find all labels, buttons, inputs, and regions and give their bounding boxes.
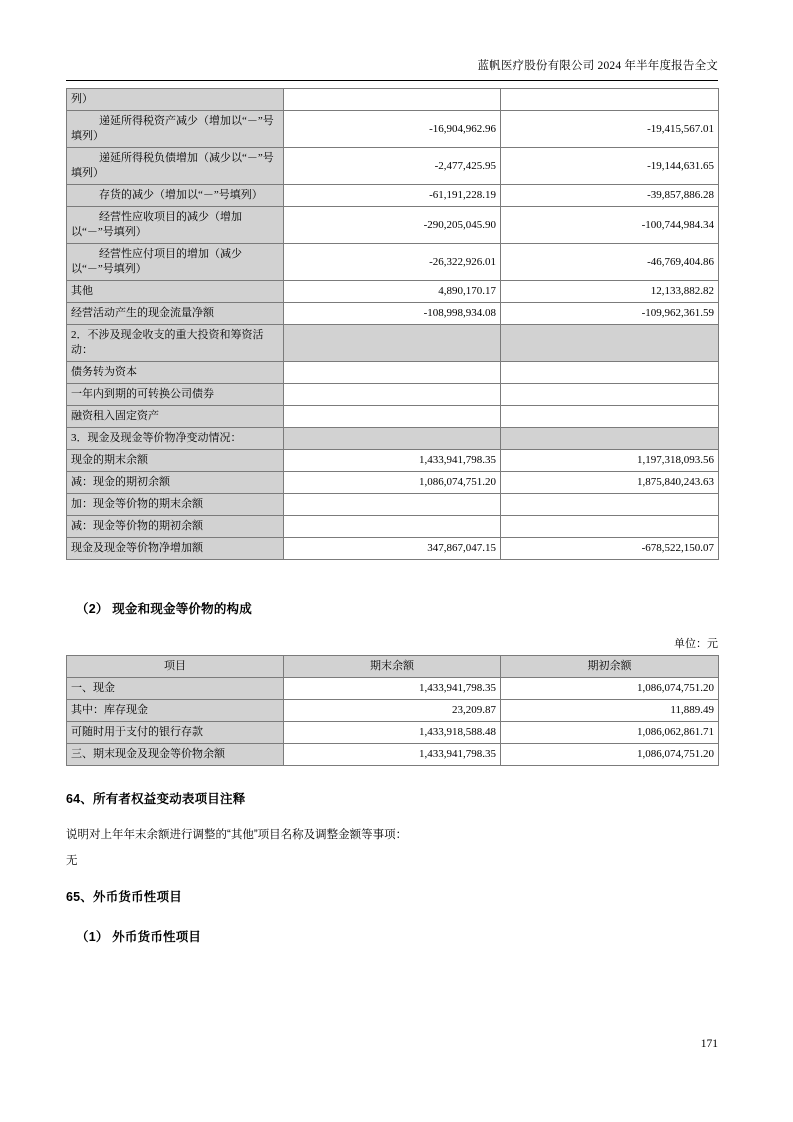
row-label: 经营性应付项目的增加（减少以“－”号填列）	[67, 244, 284, 281]
row-value-2: -109,962,361.59	[501, 303, 719, 325]
table-row	[67, 428, 719, 450]
table-row	[67, 538, 719, 560]
row-value-2	[501, 516, 719, 538]
row-value-1: -61,191,228.19	[284, 185, 501, 207]
section-heading-65: 65、外币货币性项目	[66, 890, 182, 904]
row-label: 三、期末现金及现金等价物余额	[67, 744, 284, 766]
row-value-2	[501, 384, 719, 406]
row-value-2	[501, 362, 719, 384]
table-row	[67, 516, 719, 538]
row-label: 其他	[67, 281, 284, 303]
row-value-2: 1,086,074,751.20	[501, 678, 719, 700]
row-value-1	[284, 516, 501, 538]
row-value-2: 1,875,840,243.63	[501, 472, 719, 494]
section-heading-64: 64、所有者权益变动表项目注释	[66, 792, 246, 806]
cash-composition-head	[67, 656, 719, 678]
row-value-2: -19,415,567.01	[501, 111, 719, 148]
table-row	[67, 494, 719, 516]
row-label: 减：现金等价物的期初余额	[67, 516, 284, 538]
row-value-2: 12,133,882.82	[501, 281, 719, 303]
row-value-2: 1,086,062,861.71	[501, 722, 719, 744]
row-label: 经营活动产生的现金流量净额	[67, 303, 284, 325]
cashflow-supplement-table	[66, 88, 719, 560]
row-label: 2．不涉及现金收支的重大投资和筹资活动：	[67, 325, 284, 362]
row-value-2: -19,144,631.65	[501, 148, 719, 185]
row-value-1: -290,205,045.90	[284, 207, 501, 244]
note-64-description: 说明对上年年末余额进行调整的“其他”项目名称及调整金额等事项：	[66, 829, 408, 841]
table-row	[67, 303, 719, 325]
row-value-1: 347,867,047.15	[284, 538, 501, 560]
row-value-2	[501, 89, 719, 111]
row-value-1: -16,904,962.96	[284, 111, 501, 148]
row-label: 递延所得税资产减少（增加以“－”号填列）	[67, 111, 284, 148]
row-value-1: 1,433,941,798.35	[284, 678, 501, 700]
row-label: 可随时用于支付的银行存款	[67, 722, 284, 744]
column-header-2: 期末余额	[284, 656, 501, 678]
row-value-2: -100,744,984.34	[501, 207, 719, 244]
row-label: 加：现金等价物的期末余额	[67, 494, 284, 516]
row-value-2: 11,889.49	[501, 700, 719, 722]
row-label: 减：现金的期初余额	[67, 472, 284, 494]
row-value-2: 1,197,318,093.56	[501, 450, 719, 472]
table-row	[67, 744, 719, 766]
table-row	[67, 722, 719, 744]
row-value-2: -39,857,886.28	[501, 185, 719, 207]
row-label: 融资租入固定资产	[67, 406, 284, 428]
row-value-2	[501, 428, 719, 450]
row-label: 债务转为资本	[67, 362, 284, 384]
table-header-row	[67, 656, 719, 678]
row-value-1: -108,998,934.08	[284, 303, 501, 325]
row-value-1	[284, 406, 501, 428]
row-value-1: 1,433,918,588.48	[284, 722, 501, 744]
row-label: 现金的期末余额	[67, 450, 284, 472]
row-label: 递延所得税负债增加（减少以“－”号填列）	[67, 148, 284, 185]
row-label: 经营性应收项目的减少（增加以“－”号填列）	[67, 207, 284, 244]
table-row	[67, 207, 719, 244]
column-header-1: 项目	[67, 656, 284, 678]
cash-composition-table	[66, 655, 719, 766]
row-value-1	[284, 362, 501, 384]
row-value-2	[501, 494, 719, 516]
page-number: 171	[700, 1038, 718, 1050]
unit-label: 单位：元	[674, 638, 718, 650]
row-value-2: -46,769,404.86	[501, 244, 719, 281]
row-value-1: -2,477,425.95	[284, 148, 501, 185]
row-value-1: 1,433,941,798.35	[284, 450, 501, 472]
table-row	[67, 185, 719, 207]
table-row	[67, 678, 719, 700]
note-64-value: 无	[66, 855, 78, 867]
section-heading-65-1: （1） 外币货币性项目	[76, 930, 202, 944]
table-row	[67, 148, 719, 185]
row-label: 列）	[67, 89, 284, 111]
table-row	[67, 450, 719, 472]
row-value-1: 4,890,170.17	[284, 281, 501, 303]
row-value-2	[501, 325, 719, 362]
table-row	[67, 89, 719, 111]
table-row	[67, 700, 719, 722]
header-divider	[66, 80, 718, 81]
row-value-1	[284, 494, 501, 516]
row-value-1: -26,322,926.01	[284, 244, 501, 281]
table-row	[67, 384, 719, 406]
row-value-1	[284, 89, 501, 111]
row-value-2: 1,086,074,751.20	[501, 744, 719, 766]
table-row	[67, 406, 719, 428]
section-heading-cash-composition: （2） 现金和现金等价物的构成	[76, 602, 252, 616]
table-row	[67, 472, 719, 494]
row-value-2	[501, 406, 719, 428]
running-header-title: 蓝帆医疗股份有限公司 2024 年半年度报告全文	[477, 60, 718, 72]
cashflow-supplement-body	[67, 89, 719, 560]
row-label: 3．现金及现金等价物净变动情况：	[67, 428, 284, 450]
table-row	[67, 111, 719, 148]
table-row	[67, 281, 719, 303]
row-label: 存货的减少（增加以“－”号填列）	[67, 185, 284, 207]
row-value-1: 1,433,941,798.35	[284, 744, 501, 766]
row-value-1: 23,209.87	[284, 700, 501, 722]
column-header-3: 期初余额	[501, 656, 719, 678]
row-value-1	[284, 384, 501, 406]
row-label: 现金及现金等价物净增加额	[67, 538, 284, 560]
row-value-1: 1,086,074,751.20	[284, 472, 501, 494]
row-value-1	[284, 325, 501, 362]
table-row	[67, 362, 719, 384]
cash-composition-body	[67, 678, 719, 766]
row-label: 其中：库存现金	[67, 700, 284, 722]
row-value-2: -678,522,150.07	[501, 538, 719, 560]
row-label: 一、现金	[67, 678, 284, 700]
table-row	[67, 325, 719, 362]
row-value-1	[284, 428, 501, 450]
table-row	[67, 244, 719, 281]
row-label: 一年内到期的可转换公司债券	[67, 384, 284, 406]
